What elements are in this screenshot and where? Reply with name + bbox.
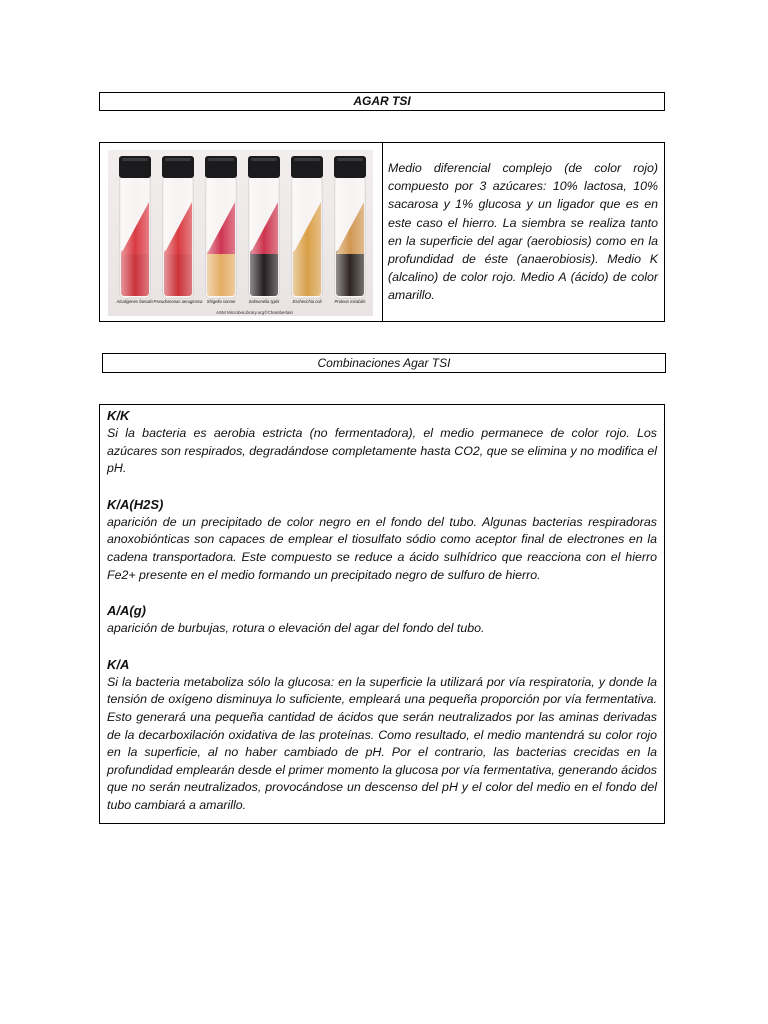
tube (116, 156, 155, 304)
tube-label: Alcaligenes faecalis (116, 299, 154, 304)
tube-label: Proteus mirabilis (334, 299, 366, 304)
combination-entry (107, 656, 657, 815)
combination-entry (107, 407, 657, 478)
tube-highlight (120, 174, 150, 298)
tube-highlight (249, 174, 279, 298)
tube-highlight (292, 174, 322, 298)
tube-cap-shine (251, 158, 277, 161)
combination-title: K/K (107, 408, 130, 423)
combinations-title-box (102, 353, 666, 373)
combination-text: Si la bacteria es aerobia estricta (no fermentadora), el medio permanece de color rojo. Los azúcares son respirados, degradándose completamente hasta CO2, que se elimina y no modifica el pH. (107, 426, 657, 476)
intro-section (99, 142, 665, 322)
combinations-title: Combinaciones Agar TSI (317, 356, 451, 370)
tube (205, 156, 237, 304)
intro-description: Medio diferencial complejo (de color rojo) compuesto por 3 azúcares: 10% lactosa, 10% sacarosa y 1% glucosa y un ligador que es en este caso el hierro. La siembra se realiza tanto en la superficie del agar (aerobiosis) como en la profundidad de éste (anaerobiosis). Medio K (alcalino) de color rojo. Medio A (ácido) de color amarillo. (388, 161, 658, 303)
tube (334, 156, 366, 304)
combination-entry (107, 496, 657, 584)
combinations-section (99, 404, 665, 824)
tube-highlight (335, 174, 365, 298)
tube (248, 156, 280, 304)
tubes-illustration (108, 150, 373, 316)
page-title-box (99, 92, 665, 111)
combination-entry (107, 602, 657, 638)
tube-cap-shine (208, 158, 234, 161)
combination-text: aparición de burbujas, rotura o elevación del agar del fondo del tubo. (107, 621, 485, 636)
tube-cap-shine (122, 158, 148, 161)
tube-label: Escherichia coli (292, 299, 322, 304)
tsi-tubes-photo (108, 150, 373, 316)
tube-label: Salmonella typhi (248, 299, 280, 304)
tube-cap-shine (165, 158, 191, 161)
combination-text: aparición de un precipitado de color negro en el fondo del tubo. Algunas bacterias respiradoras anoxobiónticas son capaces de emplear el tiosulfato sódio como aceptor final de electrones en la cadena transportadora. Este compuesto se reduce a ácido sulhídrico que reacciona con el hierro Fe2+ presente en el medio formando un precipitado negro de sulfuro de hierro. (107, 514, 657, 582)
photo-credit: ASM MicrobeLibrary.org©Chamberlain (216, 310, 294, 315)
combination-title: K/A (107, 656, 130, 672)
tube-cap-shine (337, 158, 363, 161)
tube (291, 156, 323, 304)
combination-title: K/A(H2S) (107, 496, 164, 512)
tube-label: Pseudomonas aeruginosa (153, 299, 203, 304)
tube-cap-shine (294, 158, 320, 161)
page-title: AGAR TSI (353, 94, 411, 108)
tube-label: Shigella sonnei (206, 299, 236, 304)
intro-divider (382, 143, 383, 321)
tube-highlight (206, 174, 236, 298)
tube-highlight (163, 174, 193, 298)
combination-text: Si la bacteria metaboliza sólo la glucosa: en la superficie la utilizará por vía respiratoria, y donde la tensión de oxígeno disminuya lo suficiente, empleará una pequeña proporción por vía fermentativa. Esto generará una pequeña cantidad de ácidos que serán neutralizados por las aminas derivadas de la decarboxilación oxidativa de las proteínas. Como resultado, el medio mantendrá su color rojo en la superficie, al no haber cambiado de pH. Por el contrario, las bacterias crecidas en la profundidad emplearán desde el primer momento la glucosa por vía fermentativa, generando ácidos que no serán neutralizados, provocándose un descenso del pH y el color del medio en el fondo del tubo cambiará a amarillo. (107, 674, 657, 812)
combination-title: A/A(g) (107, 603, 146, 619)
